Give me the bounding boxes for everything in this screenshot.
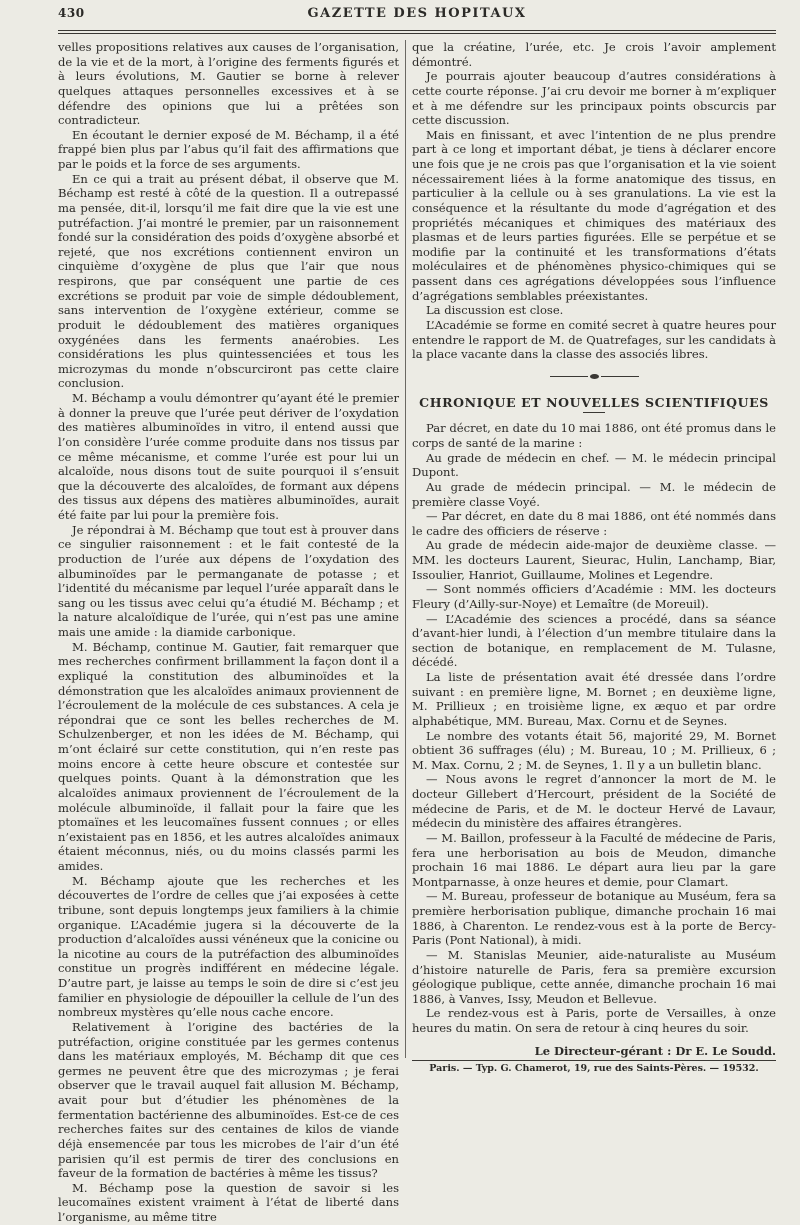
news-item: — Par décret, en date du 8 mai 1886, ont été nommés dans le cadre des officiers de réserve : [412, 509, 776, 538]
paragraph: M. Béchamp, continue M. Gautier, fait remarquer que mes recherches confirment brillamment la façon dont il a expliqué la constitution des albuminoïdes et la démonstration que les alcaloïdes animaux proviennent de l’écroulement de la molécule de ces substances. A cela je répondrai que ce sont les belles recherches de M. Schulzenberger, et non les idées de M. Béchamp, qui m’ont éclairé sur cette constitution, qui n’en reste pas moins encore à cette heure obscure et contestée sur quelques points. Quant à la démonstration que les alcaloïdes animaux proviennent de l’écroulement de la molécule albuminoïde, il fallait pour la faire que les ptomaïnes et les leucomaïnes fussent connues ; or elles n’existaient pas en 1856, et les autres alcaloïdes animaux étaient méconnus, niés, ou du moins classés parmi les amides. [58, 639, 399, 873]
paragraph: Je pourrais ajouter beaucoup d’autres considérations à cette courte réponse. J’ai cru devoir me borner à m’expliquer et à me défendre sur les principaux points obscurcis par cette discussion. [412, 69, 776, 128]
news-item: Au grade de médecin aide-major de deuxième classe. — MM. les docteurs Laurent, Sieurac, Hulin, Lanchamp, Biar, Issoulier, Hanriot, Guillaume, Molines et Legendre. [412, 538, 776, 582]
news-item: Au grade de médecin en chef. — M. le médecin principal Dupont. [412, 450, 776, 480]
paragraph: M. Béchamp ajoute que les recherches et les découvertes de l’ordre de celles que j’ai exposées à cette tribune, sont depuis longtemps jeux familiers à la chimie organique. L’Académie jugera si la découverte de la production d’alcaloïdes aussi vénéneux que la conicine ou la nicotine au cours de la putréfaction des albuminoïdes constitue un progrès indifférent en médecine légale. D’autre part, je laisse au temps le soin de dire si c’est jeu familier en physiologie de dépouiller la cellule de l’un des nombreux mystères qu’elle nous cache encore. [58, 873, 399, 1020]
news-item: — M. Baillon, professeur à la Faculté de médecine de Paris, fera une herborisation au bois de Meudon, dimanche prochain 16 mai 1886. Le départ aura lieu par la gare Montparnasse, à onze heures et demie, pour Clamart. [412, 830, 776, 889]
news-item: — L’Académie des sciences a procédé, dans sa séance d’avant-hier lundi, à l’élection d’un membre titulaire dans la section de botanique, en remplacement de M. Tulasne, décédé. [412, 611, 776, 670]
journal-title: GAZETTE DES HOPITAUX [307, 6, 527, 21]
director-signature: Le Directeur-gérant : Dr E. Le Soudd. [412, 1044, 776, 1062]
news-item: — Nous avons le regret d’annoncer la mort de M. le docteur Gillebert d’Hercourt, président de la Société de médecine de Paris, et de M. le docteur Hervé de Lavaur, médecin du ministère des affaires étrangères. [412, 772, 776, 831]
title-rule [583, 412, 605, 413]
paragraph: La discussion est close. [426, 303, 564, 318]
column-divider [405, 40, 406, 1058]
left-column [58, 40, 399, 1225]
news-item: Le nombre des votants était 56, majorité 29, M. Bornet obtient 36 suffrages (élu) ; M. Bureau, 10 ; M. Prillieux, 6 ; M. Max. Cornu, 2 ; M. de Seynes, 1. Il y a un bulletin blanc. [412, 728, 776, 772]
news-item: — M. Stanislas Meunier, aide-naturaliste au Muséum d’histoire naturelle de Paris, fera sa première excursion géologique publique, cette année, dimanche prochain 16 mai 1886, à Vanves, Issy, Meudon et Bellevue. [412, 947, 776, 1006]
paragraph: En ce qui a trait au présent débat, il observe que M. Béchamp est resté à côté de la question. Il a outrepassé ma pensée, dit-il, lorsqu’il me fait dire que la vie est une putréfaction. J’ai montré le premier, par un raisonnement fondé sur la considération des poids d’oxygène absorbé et rejeté, que nos excrétions contiennent environ un cinquième d’oxygène de plus que l’air que nous respirons, que par conséquent une partie de ces excrétions se produit par voie de simple dédoublement, sans intervention de l’oxygène extérieur, comme se produit le dédoublement des matières organiques oxygénées dans les ferments anaérobies. Les considérations les plus quintessenciées et tous les microzymas du monde n’obscurciront pas cette claire conclusion. [58, 171, 399, 391]
paragraph: M. Béchamp pose la question de savoir si les leucomaïnes existent vraiment à l’état de liberté dans l’organisme, au même titre [58, 1180, 399, 1224]
news-item: Le rendez-vous est à Paris, porte de Versailles, à onze heures du matin. On sera de retour à cinq heures du soir. [412, 1006, 776, 1035]
section-ornament [412, 370, 776, 384]
paragraph: En écoutant le dernier exposé de M. Béchamp, il a été frappé bien plus par l’abus qu’il fait des affirmations que par le poids et la force de ses arguments. [58, 127, 399, 171]
section-title: CHRONIQUE ET NOUVELLES SCIENTIFIQUES [419, 394, 769, 410]
paragraph: M. Béchamp a voulu démontrer qu’ayant été le premier à donner la preuve que l’urée peut dériver de l’oxydation des matières albuminoïdes in vitro, il entend aussi que l’on considère l’urée comme produite dans nos tissus par ce même mécanisme, et comme l’urée est pour lui un alcaloïde, nous disons tout de suite pourquoi il s’ensuit que la découverte des alcaloïdes, de formant aux dépens des tissus aux dépens des matières albuminoïdes, aurait été faite par lui pour la première fois. [58, 391, 399, 522]
news-item: Au grade de médecin principal. — M. le médecin de première classe Voyé. [412, 479, 776, 509]
news-item: — M. Bureau, professeur de botanique au Muséum, fera sa première herborisation publique, dimanche prochain 16 mai 1886, à Charenton. Le rendez-vous est à la porte de Bercy-Paris (Pont National), à midi. [412, 889, 776, 948]
news-item: La liste de présentation avait été dressée dans l’ordre suivant : en première ligne, M. Bornet ; en deuxième ligne, M. Prillieux ; en troisième ligne, ex æquo et par ordre alphabétique, MM. Bureau, Max. Cornu et de Seynes. [412, 670, 776, 728]
header-rule [58, 30, 776, 34]
news-item: — Sont nommés officiers d’Académie : MM. les docteurs Fleury (d’Ailly-sur-Noye) et Lemaître (de Moreuil). [412, 582, 776, 611]
right-column [412, 40, 776, 1077]
news-item: Par décret, en date du 10 mai 1886, ont été promus dans le corps de santé de la marine : [412, 421, 776, 450]
paragraph: velles propositions relatives aux causes de l’organisation, de la vie et de la mort, à l’origine des ferments figurés et à leurs évolutions, M. Gautier se borne à relever quelques attaques personnelles excessives et à se défendre des opinions que lui a prêtées son contradicteur. [58, 40, 399, 128]
paragraph: Mais en finissant, et avec l’intention de ne plus prendre part à ce long et important débat, je tiens à déclarer encore une fois que je ne crois pas que l’organisation et la vie soient nécessairement liées à la forme anatomique des tissus, en particulier à la cellule ou à ses granulations. La vie est la conséquence et la résultante du mode d’agrégation et des propriétés mécaniques et chimiques des matériaux des plasmas et de leurs parties figurées. Elle se perpétue et se modifie par la continuité et les transformations d’états moléculaires et de phénomènes physico-chimiques qui se passent dans ces agrégations développées sous l’influence d’agrégations semblables préexistantes. [412, 127, 776, 303]
printer-imprint: Paris. — Typ. G. Chamerot, 19, rue des Saints-Pères. — 19532. [429, 1063, 759, 1075]
paragraph: que la créatine, l’urée, etc. Je crois l’avoir amplement démontré. [412, 40, 776, 69]
paragraph: Je répondrai à M. Béchamp que tout est à prouver dans ce singulier raisonnement : et le fait contesté de la production de l’urée aux dépens de l’oxydation des albuminoïdes par le permanganate de potasse ; et l’identité du mécanisme par lequel l’urée apparaît dans le sang ou les tissus avec celui qu’a étudié M. Béchamp ; et la nature alcaloïdique de l’urée, qui n’est pas une amine mais une amide : la diamide carbonique. [58, 522, 399, 639]
paragraph: Relativement à l’origine des bactéries de la putréfaction, origine constituée par les germes contenus dans les matériaux employés, M. Béchamp dit que ces germes ne peuvent être que des microzymas ; je ferai observer que le travail auquel fait allusion M. Béchamp, avait pour but d’étudier les phénomènes de la fermentation bactérienne des albuminoïdes. Est-ce de ces recherches faites sur des centaines de kilos de viande déjà ensemencée par tous les microbes de l’air d’un été parisien qu’il est permis de tirer des conclusions en faveur de la formation de bactéries à même les tissus? [58, 1019, 399, 1181]
paragraph: L’Académie se forme en comité secret à quatre heures pour entendre le rapport de M. de Quatrefages, sur les candidats à la place vacante dans la classe des associés libres. [412, 317, 776, 362]
page-number: 430 [58, 6, 85, 20]
running-head [58, 6, 776, 26]
